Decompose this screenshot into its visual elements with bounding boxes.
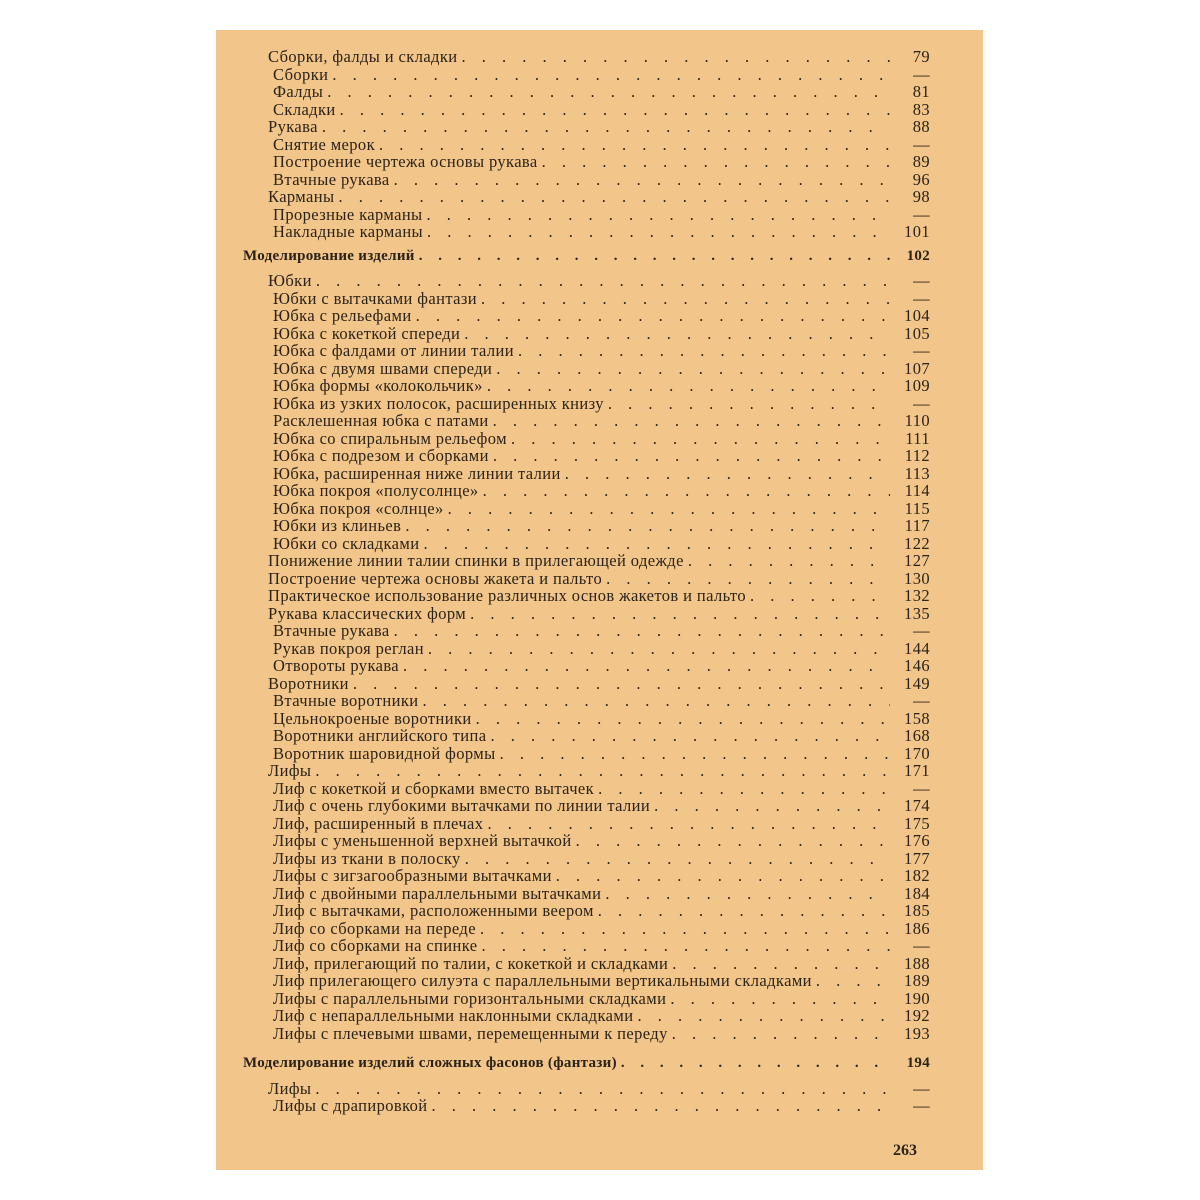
toc-entry-page: 171	[904, 761, 930, 780]
toc-section-modeling	[238, 272, 930, 1042]
toc-entry	[238, 447, 930, 465]
dot-leader	[470, 605, 890, 623]
dot-leader	[464, 325, 890, 343]
toc-entry-title: Фалды	[273, 82, 324, 101]
dot-leader	[338, 188, 890, 206]
toc-entry-title: Юбка с подрезом и сборками	[273, 446, 489, 465]
toc-entry-page: 96	[912, 169, 930, 189]
toc-entry	[238, 430, 930, 448]
table-of-contents	[238, 48, 930, 1115]
toc-entry-page: 144	[904, 638, 930, 658]
toc-entry-title: Лиф, прилегающий по талии, с кокеткой и складками	[273, 953, 669, 973]
dot-leader	[670, 990, 890, 1008]
dot-leader	[576, 832, 890, 850]
toc-entry-title: Втачные рукава	[273, 169, 390, 189]
toc-entry-title: Практическое использование различных основ жакетов и пальто	[268, 586, 746, 605]
toc-entry-title: Отвороты рукава	[273, 656, 400, 675]
toc-entry	[238, 465, 930, 483]
toc-heading-complex-modeling	[238, 1055, 930, 1073]
toc-entry	[238, 482, 930, 500]
toc-entry	[238, 1007, 930, 1025]
toc-entry-title: Накладные карманы	[273, 222, 424, 241]
toc-entry-page: 132	[904, 586, 930, 605]
dot-leader	[816, 972, 890, 990]
toc-entry-title: Юбка с кокеткой спереди	[273, 323, 461, 343]
toc-entry	[238, 937, 930, 955]
toc-entry-title: Лифы с параллельными горизонтальными складками	[273, 988, 667, 1008]
toc-entry-title: Юбка с рельефами	[273, 306, 412, 325]
dot-leader	[332, 66, 890, 84]
toc-entry-page: 112	[904, 446, 930, 465]
toc-entry	[238, 902, 930, 920]
toc-entry-title: Построение чертежа основы рукава	[273, 152, 538, 171]
dot-leader	[416, 307, 890, 325]
toc-entry-title: Юбка формы «колокольчик»	[273, 376, 483, 395]
toc-entry-page: 115	[904, 498, 930, 518]
dot-leader	[542, 153, 890, 171]
toc-entry	[238, 640, 930, 658]
toc-entry	[238, 377, 930, 395]
toc-entry-page: 104	[904, 306, 930, 325]
toc-entry-title: Воротники английского типа	[273, 726, 487, 745]
toc-entry	[238, 675, 930, 693]
toc-entry-page: —	[913, 271, 930, 290]
toc-entry-page: 105	[904, 323, 930, 343]
toc-entry-page: —	[913, 64, 930, 84]
toc-entry-title: Лиф с вытачками, расположенными веером	[273, 901, 594, 920]
toc-heading-text: Моделирование изделий сложных фасонов (фантази)	[243, 1055, 617, 1071]
toc-entry	[238, 360, 930, 378]
dot-leader	[340, 101, 890, 119]
toc-entry	[238, 83, 930, 101]
toc-entry-page: 170	[904, 743, 930, 763]
toc-entry	[238, 272, 930, 290]
toc-entry-page: 109	[904, 376, 930, 395]
dot-leader	[353, 675, 890, 693]
toc-entry-title: Расклешенная юбка с патами	[273, 411, 489, 430]
toc-entry	[238, 797, 930, 815]
toc-entry-page: 88	[912, 117, 930, 136]
toc-entry-page: 193	[904, 1023, 930, 1043]
toc-entry	[238, 153, 930, 171]
toc-section-complex-modeling	[238, 1080, 930, 1115]
toc-entry-page: 184	[904, 883, 930, 903]
dot-leader	[448, 500, 890, 518]
dot-leader	[427, 206, 890, 224]
toc-entry-title: Юбка с фалдами от линии талии	[273, 341, 514, 360]
dot-leader	[496, 360, 890, 378]
dot-leader	[672, 955, 890, 973]
toc-entry-page: —	[913, 341, 930, 360]
toc-entry-page: 192	[904, 1006, 930, 1025]
dot-leader	[511, 430, 890, 448]
toc-entry-title: Лиф прилегающего силуэта с параллельными вертикальными складками	[273, 971, 812, 990]
toc-entry-title: Юбка покроя «солнце»	[273, 498, 444, 518]
toc-heading-page: 194	[906, 1055, 930, 1071]
toc-entry	[238, 188, 930, 206]
toc-entry-title: Лиф со сборками на спинке	[273, 936, 478, 955]
toc-entry-page: 127	[904, 551, 930, 570]
dot-leader	[481, 290, 890, 308]
dot-leader	[476, 710, 890, 728]
toc-entry-title: Лифы из ткани в полоску	[273, 848, 461, 868]
dot-leader	[316, 272, 890, 290]
toc-entry-page: 135	[904, 603, 930, 623]
toc-entry-title: Юбка, расширенная ниже линии талии	[273, 463, 561, 483]
dot-leader	[606, 570, 890, 588]
toc-entry	[238, 290, 930, 308]
toc-entry-page: 122	[904, 533, 930, 553]
toc-entry	[238, 552, 930, 570]
toc-entry	[238, 832, 930, 850]
toc-entry	[238, 1097, 930, 1115]
toc-entry-page: 188	[904, 953, 930, 973]
toc-entry	[238, 171, 930, 189]
toc-entry-title: Юбки с вытачками фантази	[273, 288, 478, 308]
dot-leader	[598, 902, 890, 920]
toc-entry-page: —	[913, 288, 930, 308]
toc-entry-title: Лифы с драпировкой	[273, 1096, 428, 1115]
toc-entry-title: Лифы с уменьшенной верхней вытачкой	[273, 831, 572, 850]
dot-leader	[750, 587, 890, 605]
toc-entry	[238, 101, 930, 119]
dot-leader	[487, 815, 890, 833]
dot-leader	[394, 622, 890, 640]
toc-entry	[238, 395, 930, 413]
toc-entry-page: 190	[904, 988, 930, 1008]
toc-entry	[238, 206, 930, 224]
dot-leader	[598, 780, 890, 798]
toc-entry-title: Цельнокроеные воротники	[273, 708, 472, 728]
toc-entry	[238, 342, 930, 360]
dot-leader	[422, 692, 890, 710]
dot-leader	[322, 118, 890, 136]
toc-entry	[238, 535, 930, 553]
dot-leader	[556, 867, 890, 885]
toc-entry	[238, 745, 930, 763]
toc-entry-page: —	[913, 621, 930, 640]
dot-leader	[327, 83, 890, 101]
dot-leader	[518, 342, 890, 360]
dot-leader	[465, 850, 890, 868]
dot-leader	[432, 1097, 890, 1115]
toc-entry-title: Юбка с двумя швами спереди	[273, 358, 493, 378]
toc-entry-title: Складки	[273, 99, 336, 119]
dot-leader	[608, 395, 890, 413]
dot-leader	[605, 885, 890, 903]
toc-entry	[238, 850, 930, 868]
toc-entry-page: —	[913, 936, 930, 955]
toc-entry-page: 79	[912, 47, 930, 66]
toc-entry	[238, 517, 930, 535]
dot-leader	[315, 1080, 890, 1098]
toc-entry	[238, 223, 930, 241]
dot-leader	[565, 465, 890, 483]
dot-leader	[637, 1007, 890, 1025]
dot-leader	[493, 447, 890, 465]
toc-entry-title: Лиф с кокеткой и сборками вместо вытачек	[273, 778, 595, 798]
toc-entry-title: Рукав покроя реглан	[273, 638, 424, 658]
toc-entry-page: 185	[904, 901, 930, 920]
toc-entry-title: Лифы с зигзагообразными вытачками	[273, 866, 552, 885]
toc-entry	[238, 692, 930, 710]
dot-leader	[423, 535, 890, 553]
toc-entry	[238, 762, 930, 780]
toc-entry-page: 177	[904, 848, 930, 868]
toc-entry-page: 117	[904, 516, 930, 535]
dot-leader	[481, 937, 890, 955]
dot-leader	[672, 1025, 890, 1043]
book-page	[216, 30, 983, 1170]
toc-entry-title: Прорезные карманы	[273, 204, 423, 224]
dot-leader	[487, 377, 890, 395]
toc-entry-title: Юбка из узких полосок, расширенных книзу	[273, 393, 604, 413]
toc-entry	[238, 412, 930, 430]
toc-entry-title: Сборки	[273, 64, 329, 84]
toc-entry	[238, 1025, 930, 1043]
toc-entry-page: —	[913, 778, 930, 798]
toc-entry	[238, 780, 930, 798]
toc-entry-page: —	[913, 691, 930, 710]
toc-entry	[238, 622, 930, 640]
toc-entry-title: Воротник шаровидной формы	[273, 743, 496, 763]
toc-entry-title: Юбки	[268, 271, 312, 290]
toc-entry-title: Карманы	[268, 187, 335, 206]
toc-entry	[238, 325, 930, 343]
toc-entry-page: 89	[912, 152, 930, 171]
toc-entry	[238, 955, 930, 973]
toc-entry-page: 98	[912, 187, 930, 206]
toc-entry-title: Юбки со складками	[273, 533, 420, 553]
dot-leader	[493, 412, 890, 430]
toc-entry-title: Рукава	[268, 117, 318, 136]
toc-entry	[238, 587, 930, 605]
dot-leader	[483, 482, 890, 500]
toc-entry	[238, 1080, 930, 1098]
toc-entry	[238, 657, 930, 675]
dot-leader	[480, 920, 890, 938]
toc-entry	[238, 118, 930, 136]
toc-entry	[238, 990, 930, 1008]
toc-entry-title: Лиф с непараллельными наклонными складками	[273, 1006, 634, 1025]
toc-entry	[238, 307, 930, 325]
toc-entry-page: 81	[912, 82, 930, 101]
toc-entry-title: Лиф с двойными параллельными вытачками	[273, 883, 602, 903]
toc-entry-title: Лиф, расширенный в плечах	[273, 813, 484, 833]
toc-entry-title: Лиф со сборками на переде	[273, 918, 476, 938]
toc-entry-page: 101	[904, 222, 930, 241]
toc-entry	[238, 570, 930, 588]
dot-leader	[621, 1055, 890, 1073]
dot-leader	[405, 517, 890, 535]
toc-entry	[238, 66, 930, 84]
toc-entry	[238, 605, 930, 623]
toc-entry-page: 113	[904, 463, 930, 483]
toc-entry	[238, 972, 930, 990]
toc-entry-title: Понижение линии талии спинки в прилегающей одежде	[268, 551, 684, 570]
toc-entry-page: 83	[912, 99, 930, 119]
dot-leader	[500, 745, 890, 763]
toc-entry	[238, 815, 930, 833]
toc-entry-page: 107	[904, 358, 930, 378]
toc-heading-text: Моделирование изделий	[243, 247, 415, 264]
toc-entry-page: 175	[904, 813, 930, 833]
toc-entry	[238, 920, 930, 938]
dot-leader	[490, 727, 890, 745]
dot-leader	[379, 136, 890, 154]
toc-entry-title: Юбка покроя «полусолнце»	[273, 481, 479, 500]
toc-entry-page: 110	[904, 411, 930, 430]
dot-leader	[462, 48, 891, 66]
toc-entry-page: 168	[904, 726, 930, 745]
dot-leader	[427, 223, 890, 241]
dot-leader	[688, 552, 890, 570]
toc-entry	[238, 136, 930, 154]
toc-entry-page: —	[913, 1078, 930, 1098]
toc-entry-title: Лиф с очень глубокими вытачками по линии талии	[273, 796, 651, 815]
toc-entry-title: Сборки, фалды и складки	[268, 47, 458, 66]
page-number: 263	[893, 1142, 917, 1159]
toc-entry-page: 176	[904, 831, 930, 850]
toc-entry-page: 130	[904, 568, 930, 588]
toc-entry-title: Лифы с плечевыми швами, перемещенными к переду	[273, 1023, 668, 1043]
toc-entry-title: Юбки из клиньев	[273, 516, 402, 535]
toc-entry-page: —	[913, 134, 930, 154]
toc-entry	[238, 867, 930, 885]
toc-entry-title: Воротники	[268, 673, 349, 693]
toc-entry	[238, 500, 930, 518]
toc-entry	[238, 710, 930, 728]
toc-section-construction	[238, 48, 930, 241]
dot-leader	[419, 248, 890, 266]
dot-leader	[654, 797, 890, 815]
toc-entry-page: 182	[904, 866, 930, 885]
toc-entry-page: 189	[904, 971, 930, 990]
toc-entry-page: 186	[904, 918, 930, 938]
toc-entry-title: Втачные рукава	[273, 621, 390, 640]
toc-entry-title: Втачные воротники	[273, 691, 419, 710]
toc-entry-title: Построение чертежа основы жакета и пальто	[268, 568, 603, 588]
toc-entry-page: 111	[905, 428, 930, 448]
toc-entry-page: 149	[904, 673, 930, 693]
toc-entry-page: 174	[904, 796, 930, 815]
dot-leader	[315, 762, 890, 780]
toc-entry-page: —	[913, 204, 930, 224]
toc-entry	[238, 885, 930, 903]
toc-entry-page: —	[913, 1096, 930, 1115]
toc-entry-page: —	[913, 393, 930, 413]
dot-leader	[403, 657, 890, 675]
dot-leader	[428, 640, 890, 658]
toc-entry-title: Рукава классических форм	[268, 603, 467, 623]
dot-leader	[394, 171, 890, 189]
toc-entry	[238, 727, 930, 745]
toc-entry	[238, 48, 930, 66]
toc-entry-title: Снятие мерок	[273, 134, 375, 154]
toc-entry-title: Юбка со спиральным рельефом	[273, 428, 507, 448]
toc-entry-page: 158	[904, 708, 930, 728]
toc-heading-page: 102	[906, 247, 930, 264]
toc-entry-title: Лифы	[268, 1078, 312, 1098]
toc-entry-title: Лифы	[268, 761, 312, 780]
toc-entry-page: 114	[904, 481, 930, 500]
toc-heading-modeling	[238, 248, 930, 266]
toc-entry-page: 146	[904, 656, 930, 675]
